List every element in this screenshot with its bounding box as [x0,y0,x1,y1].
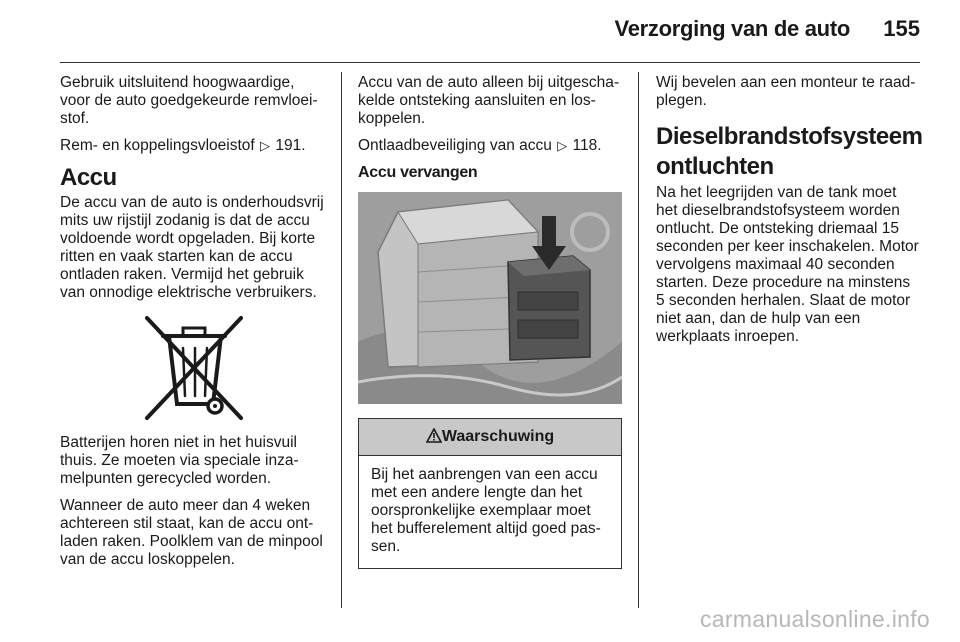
disposal-paragraph: Batterijen horen niet in het huisvuil thuis. Ze moeten via speciale inzamelpunten gerecycled worden. [60,434,299,487]
reference-arrow-icon: ▷ [260,138,271,153]
reference-page[interactable]: 118. [572,137,602,154]
brake-fluid-paragraph: Gebruik uitsluitend hoogwaardige, voor de auto goedgekeurde remvloeistof. [60,74,318,127]
column-1 [60,74,328,578]
section-heading-diesel: Dieselbrandstofsysteem ontluchten [656,123,923,180]
mechanic-advice-paragraph: Wij bevelen aan een monteur te raadplegen. [656,74,916,109]
battery-illustration-drawing [358,192,622,404]
diesel-bleeding-paragraph: Na het leegrijden van de tank moet het dieselbrandstofsysteem worden ontlucht. De ontsteking driemaal 15 seconden per keer inschakelen. Motor vervolgens maximaal 40 seconden starten. Deze procedure na minstens 5 seconden herhalen. Slaat de motor niet aan, dan de hulp van een werkplaats inroepen. [656,184,919,345]
column-divider-2 [638,72,639,608]
reference-arrow-icon: ▷ [557,138,568,153]
page-header-title: Verzorging van de auto [614,16,850,41]
battery-engine-bay-illustration [358,192,622,404]
reference-page[interactable]: 191. [275,137,306,154]
warning-text: Bij het aanbrengen van een accu met een andere lengte dan het oorspronkelijke exemplaar moet het bufferelement altijd goed passen. [371,466,601,555]
column-3 [656,74,922,355]
column-2 [358,74,626,569]
discharge-protection-reference [358,137,626,155]
page-number: 155 [883,16,920,41]
recycle-symbol [60,314,328,426]
site-watermark: carmanualsonline.info [699,606,930,632]
accu-maintenance-paragraph: De accu van de auto is onderhoudsvrij mits uw rijstijl zodanig is dat de accu voldoende wordt opgeladen. Bij korte ritten en vaak starten kan de accu ontladen raken. Vermijd het gebruik van onnodige elektrische verbruikers. [60,194,324,301]
reference-text: Ontlaadbeveiliging van accu [358,137,552,154]
warning-triangle-icon [426,428,442,443]
crossed-out-wheelie-bin-icon [139,314,249,422]
warning-title: Waarschuwing [441,428,555,445]
brake-fluid-reference [60,137,328,155]
connect-battery-paragraph: Accu van de auto alleen bij uitgeschakelde ontsteking aansluiten en loskoppelen. [358,74,620,127]
warning-header [359,419,621,456]
section-heading-accu: Accu [60,164,117,191]
column-divider-1 [341,72,342,608]
header-divider [60,62,920,63]
warning-box [358,418,622,569]
section-heading-accu-vervangen: Accu vervangen [358,164,478,181]
long-standstill-paragraph: Wanneer de auto meer dan 4 weken achtereen stil staat, kan de accu ontladen raken. Poolklem van de minpool van de accu loskoppelen. [60,497,323,568]
reference-text: Rem- en koppelingsvloeistof [60,137,255,154]
